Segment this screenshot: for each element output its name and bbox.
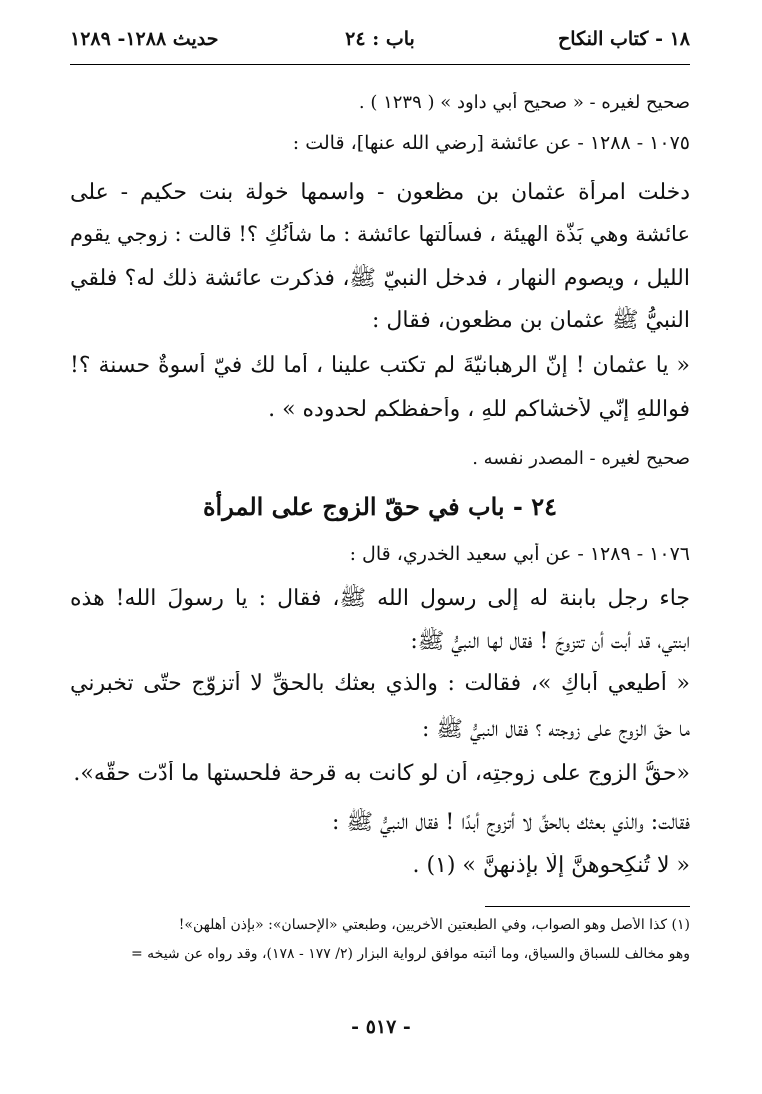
header-bab: باب : ٢٤ [345, 28, 415, 50]
hadith-1076-quote-line: « لا تُنكِحوهنَّ إلّا بإذنهنَّ » (١) . [412, 853, 690, 878]
footnote-line: وهو مخالف للسباق والسياق، وما أثبته موافق لرواية البزار (٢/ ١٧٧ - ١٧٨)، وقد رواه عن شيخه = [130, 946, 690, 962]
grading-line: صحيح لغيره - « صحيح أبي داود » ( ١٢٣٩ ) . [358, 92, 690, 113]
footnote-line: (١) كذا الأصل وهو الصواب، وفي الطبعتين الأخريين، وطبعتي «الإحسان»: «بإذن أهلهن»! [178, 917, 690, 933]
hadith-1076-quote-line: «حقُّ الزوج على زوجتِه، أن لو كانت به قرحة فلحستها ما أدّت حقّه». [73, 761, 690, 786]
hadith-1076-intro: ١٠٧٦ - ١٢٨٩ - عن أبي سعيد الخدري، قال : [349, 543, 690, 565]
hadith-1076-text-line: ما حقّ الزوج على زوجته ؟ فقال النبيُّ ﷺ : [422, 717, 690, 742]
footnote-rule [485, 906, 690, 907]
hadith-1075-text-line: الليل ، ويصوم النهار ، فدخل النبيّ ﷺ، فذكرت عائشة ذلك له؟ فلقي [70, 266, 690, 291]
hadith-1075-text-line: النبيُّ ﷺ عثمان بن مظعون، فقال : [372, 308, 690, 333]
grading-line: صحيح لغيره - المصدر نفسه . [472, 448, 690, 469]
hadith-1075-quote-line: « يا عثمان ! إنّ الرهبانيّةَ لم تكتب علينا ، أما لك فيّ أُسوةٌ حسنة ؟! [70, 353, 690, 378]
hadith-1075-text-line: عائشة وهي بَذّة الهيئة ، فسألتها عائشة : ما شأنُكِ ؟! قالت : زوجي يقوم [70, 222, 690, 246]
header-chapter: ١٨ - كتاب النكاح [558, 28, 690, 50]
header-rule [70, 64, 690, 65]
page-number: - ٥١٧ - [351, 1016, 411, 1038]
hadith-1076-text-line: ابنتي، قد أبت أن تتزوجَ ! فقال لها النبيُّ ﷺ: [410, 629, 690, 654]
running-header [70, 28, 690, 64]
hadith-1075-intro: ١٠٧٥ - ١٢٨٨ - عن عائشة [رضي الله عنها]، قالت : [292, 132, 690, 154]
hadith-1075-text-line: دخلت امرأة عثمان بن مظعون - واسمها خولة بنت حكيم - على [70, 180, 690, 205]
hadith-1075-quote-line: فواللهِ إنّي لأخشاكم للهِ ، وأحفظكم لحدوده » . [268, 397, 690, 422]
hadith-1076-text-line: « أطيعي أباكِ »، فقالت : والذي بعثك بالحقِّ لا أتزوّج حتّى تخبرني [70, 671, 690, 696]
hadith-1076-text-line: فقالت: والذي بعثك بالحقِّ لا أتزوج أبدًا ! فقال النبيُّ ﷺ : [332, 810, 690, 835]
section-title: ٢٤ - باب في حقّ الزوج على المرأة [202, 492, 558, 521]
header-hadith-range: حديث ١٢٨٨- ١٢٨٩ [70, 28, 219, 50]
hadith-1076-text-line: جاء رجل بابنة له إلى رسول الله ﷺ، فقال : يا رسولَ الله! هذه [70, 586, 690, 611]
